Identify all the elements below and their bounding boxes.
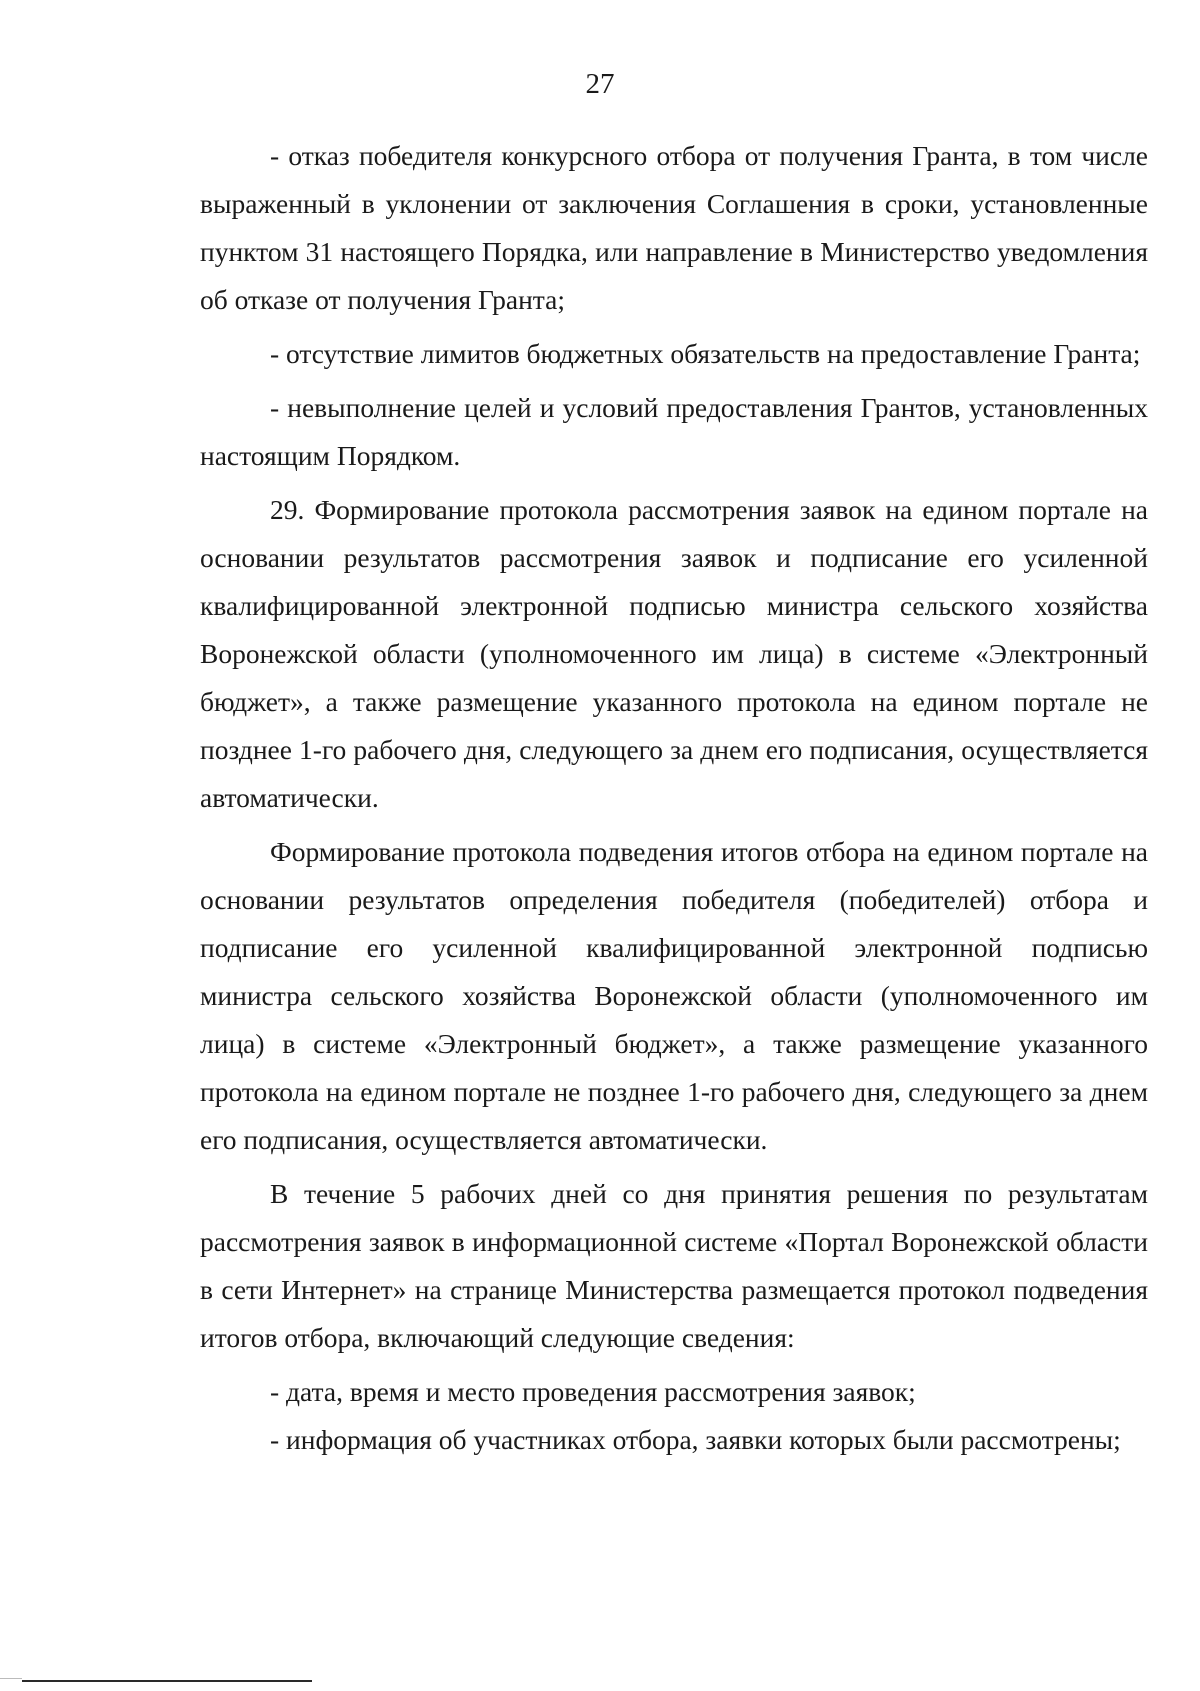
footer-rule: [22, 1680, 312, 1682]
paragraph-section-29: 29. Формирование протокола рассмотрения заявок на едином портале на основании результатов рассмотрения заявок и подписание его усиленной квалифицированной электронной подписью министра сельского хозяйства Воронежской области (уполномоченного им лица) в системе «Электронный бюджет», а также размещение указанного протокола на едином портале не позднее 1-го рабочего дня, следующего за днем его подписания, осуществляется автоматически.: [200, 494, 1148, 813]
paragraph-non-fulfillment-clause: - невыполнение целей и условий предоставления Грантов, установленных настоящим Порядком.: [200, 392, 1148, 471]
page-number: 27: [585, 68, 615, 100]
paragraph-publication-term: В течение 5 рабочих дней со дня принятия решения по результатам рассмотрения заявок в информационной системе «Портал Воронежской области в сети Интернет» на странице Министерства размещается протокол подведения итогов отбора, включающий следующие сведения:: [200, 1178, 1148, 1353]
document-body: [200, 132, 1148, 1464]
paragraph-participants-info: - информация об участниках отбора, заявки которых были рассмотрены;: [270, 1424, 1121, 1455]
paragraph-budget-limits-clause: - отсутствие лимитов бюджетных обязательств на предоставление Гранта;: [270, 338, 1141, 369]
scan-edge-line: [0, 1678, 22, 1679]
paragraph-refusal-clause: - отказ победителя конкурсного отбора от получения Гранта, в том числе выраженный в уклонении от заключения Соглашения в сроки, установленные пунктом 31 настоящего Порядка, или направление в Министерство уведомления об отказе от получения Гранта;: [200, 140, 1148, 315]
paragraph-date-time-place: - дата, время и место проведения рассмотрения заявок;: [270, 1376, 916, 1407]
paragraph-results-protocol: Формирование протокола подведения итогов отбора на едином портале на основании результатов определения победителя (победителей) отбора и подписание его усиленной квалифицированной электронной подписью министра сельского хозяйства Воронежской области (уполномоченного им лица) в системе «Электронный бюджет», а также размещение указанного протокола на едином портале не позднее 1-го рабочего дня, следующего за днем его подписания, осуществляется автоматически.: [200, 836, 1148, 1155]
